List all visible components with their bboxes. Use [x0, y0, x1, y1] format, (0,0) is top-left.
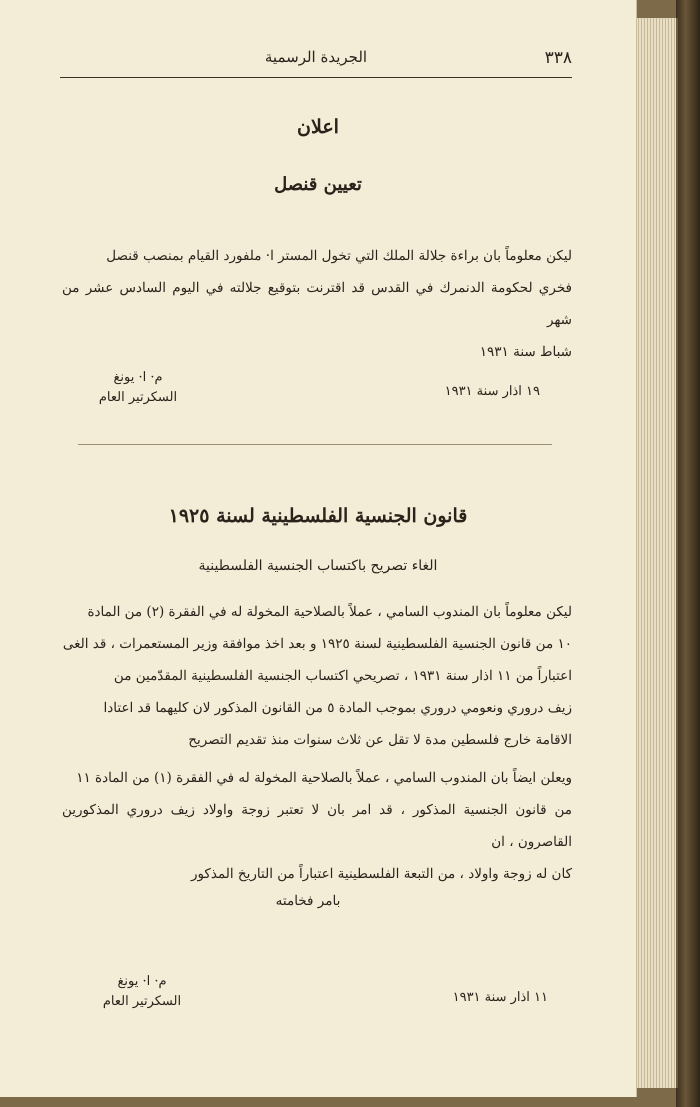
signature-block [88, 368, 188, 408]
header-rule [60, 77, 572, 78]
journal-title: الجريدة الرسمية [264, 48, 368, 66]
law-signer-title: السكرتير العام [102, 994, 182, 1009]
running-header [60, 44, 572, 78]
by-order: بامر فخامته [275, 893, 341, 909]
page-edges [636, 18, 678, 1088]
law-title: قانون الجنسية الفلسطينية لسنة ١٩٢٥ [168, 505, 468, 527]
notice-date: ١٩ اذار سنة ١٩٣١ [444, 384, 540, 399]
law-subtitle: الغاء تصريح باكتساب الجنسية الفلسطينية [198, 558, 438, 574]
law-signer-name: م· ا· يونغ [117, 974, 167, 989]
law-date: ١١ اذار سنة ١٩٣١ [452, 990, 548, 1005]
book-spine [676, 0, 700, 1107]
notice-body: ليكن معلوماً بان براءة جلالة الملك التي تخول المستر ا· ملفورد القيام بمنصب قنصل فخري لحكومة الدنمرك في القدس قد اقترنت بتوقيع جلالته في اليوم السادس عشر من شهر شباط سنة ١٩٣١ [62, 248, 572, 360]
page-number: ٣٣٨ [544, 48, 572, 68]
law-signature-block [92, 972, 192, 1012]
notice-title: اعلان [297, 116, 339, 138]
signer-name: م· ا· يونغ [113, 370, 163, 385]
section-divider [78, 444, 552, 445]
notice-subtitle: تعيين قنصل [274, 174, 362, 195]
signer-title: السكرتير العام [98, 390, 178, 405]
law-paragraph-1: ليكن معلوماً بان المندوب السامي ، عملاً بالصلاحية المخولة له في الفقرة (٢) من المادة ١٠ من قانون الجنسية الفلسطينية لسنة ١٩٢٥ و بعد اخذ موافقة وزير المستعمرات ، قد الغى اعتباراً من ١١ اذار سنة ١٩٣١ ، تصريحي اكتساب الجنسية الفلسطينية المقدّمين من زيف دروري ونعومي دروري بموجب المادة ٥ من القانون المذكور لان كليهما قد اعتادا الاقامة خارج فلسطين مدة لا تقل عن ثلاث سنوات منذ تقديم التصريح [62, 604, 572, 748]
law-paragraph-2: ويعلن ايضاً بان المندوب السامي ، عملاً بالصلاحية المخولة له في الفقرة (١) من المادة ١١ من قانون الجنسية المذكور ، قد امر بان لا تعتبر زوجة واولاد زيف دروري المذكورين القاصرون ، ان كان له زوجة واولاد ، من التبعة الفلسطينية اعتباراً من التاريخ المذكور [62, 770, 572, 882]
